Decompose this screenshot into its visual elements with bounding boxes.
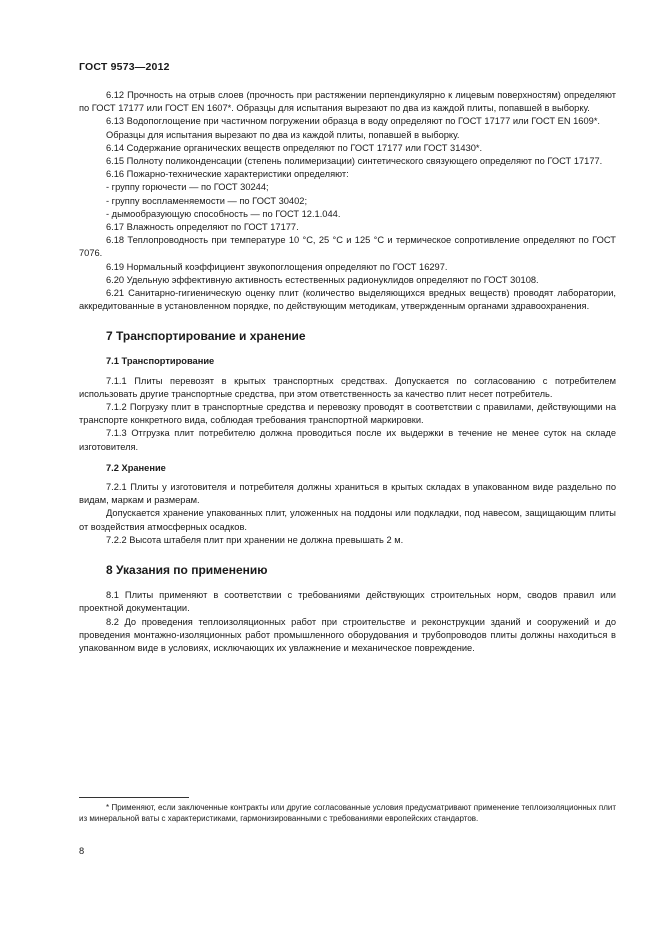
paragraph-8-2: 8.2 До проведения теплоизоляционных работ при строительстве и реконструкции зданий и сооружений и до проведения монтажно-изоляционных работ промышленного оборудования и трубопроводов плиты должны находиться в упакованном виде в условиях, исключающих их увлажнение и механическое повреждение. (79, 616, 616, 653)
subsection-7-2-heading: 7.2 Хранение (106, 462, 166, 473)
paragraph-7-1-1: 7.1.1 Плиты перевозят в крытых транспортных средствах. Допускается по согласованию с потребителем использовать другие транспортные средства, при этом ответственность за качество плит несет потребитель. (79, 375, 616, 399)
page-number: 8 (79, 846, 85, 856)
paragraph-6-15: 6.15 Полноту поликонденсации (степень полимеризации) синтетического связующего определяют по ГОСТ 17177. (106, 156, 603, 167)
paragraph-8-1: 8.1 Плиты применяют в соответствии с требованиями действующих строительных норм, сводов правил или проектной документации. (79, 590, 616, 614)
paragraph-6-19: 6.19 Нормальный коэффициент звукопоглощения определяют по ГОСТ 16297. (106, 261, 448, 272)
paragraph-6-21: 6.21 Санитарно-гигиеническую оценку плит (количество выделяющихся вредных веществ) проводят лаборатории, аккредитованные в установленном порядке, по действующим методикам, утвержденным органами здравоохранения. (79, 288, 616, 312)
list-item-flammability: - группу горючести — по ГОСТ 30244; (106, 182, 269, 193)
paragraph-7-1-2: 7.1.2 Погрузку плит в транспортные средства и перевозку проводят в соответствии с правилами, действующими на транспорте конкретного вида, соблюдая требования транспортной маркировки. (79, 402, 616, 426)
paragraph-7-2-2: 7.2.2 Высота штабеля плит при хранении не должна превышать 2 м. (106, 534, 404, 545)
paragraph-6-18: 6.18 Теплопроводность при температуре 10 °С, 25 °С и 125 °С и термическое сопротивление определяют по ГОСТ 7076. (79, 235, 616, 259)
section-8-heading: 8 Указания по применению (106, 563, 268, 578)
footnote: * Применяют, если заключенные контракты или другие согласованные условия предусматривают применение теплоизоляционных плит из минеральной ваты с характеристиками, гармонизированными с требованиями европейских стандартов. (79, 803, 616, 823)
paragraph-6-13-note: Образцы для испытания вырезают по два из каждой плиты, попавшей в выборку. (106, 129, 460, 140)
footnote-divider (79, 797, 189, 798)
subsection-7-1-heading: 7.1 Транспортирование (106, 356, 215, 367)
paragraph-6-17: 6.17 Влажность определяют по ГОСТ 17177. (106, 222, 299, 233)
paragraph-6-16: 6.16 Пожарно-технические характеристики определяют: (106, 169, 349, 180)
paragraph-6-20: 6.20 Удельную эффективную активность естественных радионуклидов определяют по ГОСТ 30108. (106, 274, 539, 285)
section-7-heading: 7 Транспортирование и хранение (106, 329, 306, 344)
document-header: ГОСТ 9573—2012 (79, 61, 170, 73)
paragraph-6-13: 6.13 Водопоглощение при частичном погружении образца в воду определяют по ГОСТ 17177 или ГОСТ EN 1609*. (106, 116, 601, 127)
paragraph-7-2-1-note: Допускается хранение упакованных плит, уложенных на поддоны или подкладки, под навесом, защищающим плиты от воздействия атмосферных осадков. (79, 508, 616, 532)
list-item-ignitability: - группу воспламеняемости — по ГОСТ 30402; (106, 195, 308, 206)
paragraph-6-12: 6.12 Прочность на отрыв слоев (прочность при растяжении перпендикулярно к лицевым поверхностям) определяют по ГОСТ 17177 или ГОСТ EN 1607*. Образцы для испытания вырезают по два из каждой плиты, попавшей в выборку. (79, 90, 616, 114)
paragraph-7-2-1: 7.2.1 Плиты у изготовителя и потребителя должны храниться в крытых складах в упакованном виде раздельно по видам, маркам и размерам. (79, 482, 616, 506)
list-item-smoke: - дымообразующую способность — по ГОСТ 12.1.044. (106, 208, 341, 219)
main-content (79, 89, 616, 655)
paragraph-7-1-3: 7.1.3 Отгрузка плит потребителю должна проводиться после их выдержки в течение не менее суток на складе изготовителя. (79, 428, 616, 452)
paragraph-6-14: 6.14 Содержание органических веществ определяют по ГОСТ 17177 или ГОСТ 31430*. (106, 142, 483, 153)
